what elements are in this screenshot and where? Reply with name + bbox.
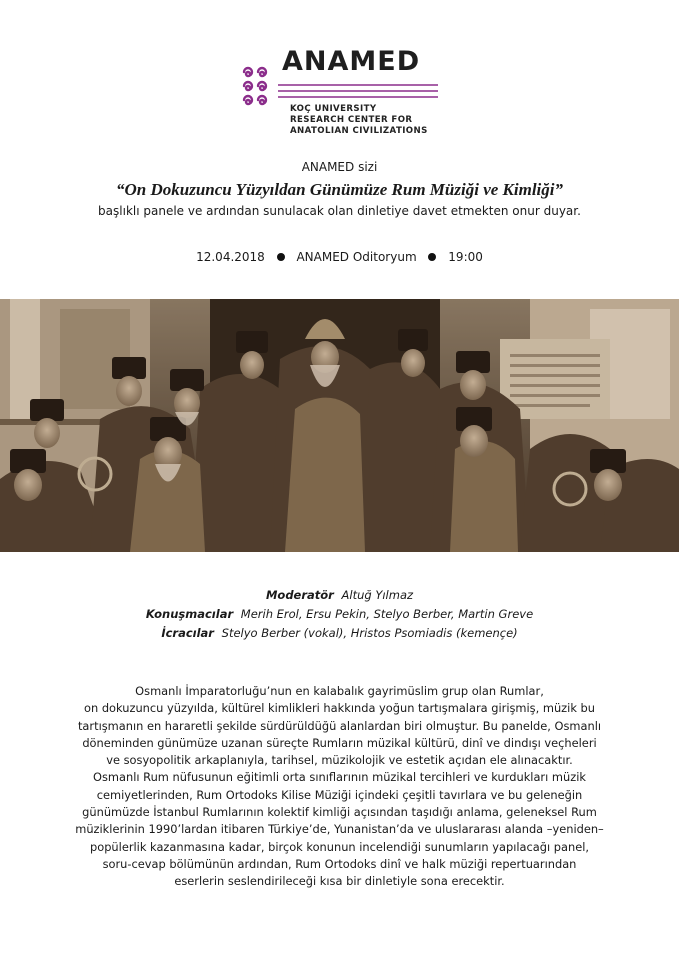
event-description	[20, 683, 659, 891]
anamed-logo	[238, 46, 448, 138]
event-time: 19:00	[448, 250, 483, 264]
description-line: cemiyetlerinden, Rum Ortodoks Kilise Müziği içindeki çeşitli tavırlara ve bu geleneğin	[96, 787, 583, 802]
logo-subtitle-2: RESEARCH CENTER FOR	[290, 115, 413, 125]
description-line: Osmanlı İmparatorluğu’nun en kalabalık gayrimüslim grup olan Rumlar,	[135, 684, 544, 698]
performers-label: İcracılar	[161, 626, 214, 640]
logo-subtitle-3: ANATOLIAN CIVILIZATIONS	[290, 126, 428, 136]
moderator-label: Moderatör	[265, 588, 334, 602]
logo-stripes	[278, 82, 438, 100]
event-venue: ANAMED Oditoryum	[296, 250, 417, 264]
speakers-label: Konuşmacılar	[145, 607, 234, 621]
description-line: soru-cevap bölümünün ardından, Rum Ortodoks dinî ve halk müziği repertuarından	[102, 856, 577, 871]
logo-subtitle-1: KOÇ UNIVERSITY	[290, 104, 377, 114]
description-line: tartışmanın en hararetli şekilde sürdürüldüğü alanlardan biri olmuştur. Bu panelde, Osmanlı	[77, 718, 602, 733]
description-line: döneminden günümüze uzanan süreçte Rumların müzikal kültürü, dinî ve dindışı veçheleri	[82, 735, 597, 750]
moderator-name: Altuğ Yılmaz	[341, 588, 414, 602]
bullet-icon	[428, 253, 436, 261]
event-date: 12.04.2018	[196, 250, 265, 264]
description-line: eserlerin seslendirileceği kısa bir dinletiyle sona erecektir.	[174, 874, 505, 889]
spiral-ornament-icon	[238, 64, 278, 108]
logo-name: ANAMED	[282, 46, 421, 77]
event-title: “On Dokuzuncu Yüzyıldan Günümüze Rum Müziği ve Kimliği”	[115, 180, 563, 199]
performers-line	[0, 626, 679, 640]
description-line: müziklerinin 1990’lardan itibaren Türkiye’de, Yunanistan’da ve uluslararası alanda –yeniden–	[75, 822, 604, 837]
description-line: Osmanlı Rum nüfusunun eğitimli orta sınıflarının müzikal tercihleri ve kurdukları müzik	[93, 770, 586, 785]
speakers-line	[0, 607, 679, 621]
description-line: günümüzde İstanbul Rumlarının kolektif kimliği açısından taşıdığı anlama, geleneksel Rum	[82, 805, 597, 820]
invitation-text: başlıklı panele ve ardından sunulacak olan dinletiye davet etmekten onur duyar.	[98, 204, 581, 218]
description-line: popülerlik kazanmasına kadar, birçok konunun incelendiği sunumların yapılacağı panel,	[90, 839, 589, 854]
description-line: ve sosyopolitik arkaplanıyla, tarihsel, müzikolojik ve estetik açıdan ele alınacaktır.	[106, 753, 573, 768]
performers-names: Stelyo Berber (vokal), Hristos Psomiadis (kemençe)	[221, 626, 518, 640]
moderator-line	[0, 588, 679, 602]
invitation-intro: ANAMED sizi	[301, 160, 378, 174]
description-line: on dokuzuncu yüzyılda, kültürel kimlikleri hakkında yoğun tartışmalara girişmiş, müzik bu	[84, 701, 595, 716]
bullet-icon	[277, 253, 285, 261]
speakers-names: Merih Erol, Ersu Pekin, Stelyo Berber, Martin Greve	[240, 607, 534, 621]
event-details	[0, 250, 679, 264]
archival-photo	[0, 299, 679, 552]
